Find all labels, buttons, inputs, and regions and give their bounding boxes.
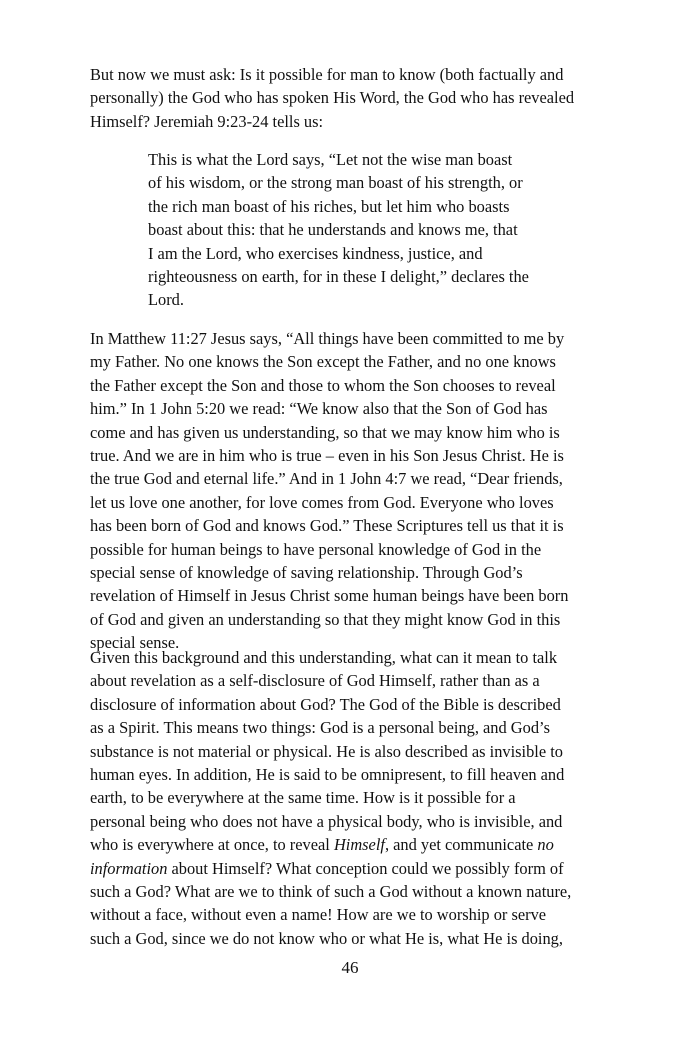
text-line: Given this background and this understanding, what can it mean to talk (90, 648, 558, 667)
text-line: human eyes. In addition, He is said to be omnipresent, to fill heaven and (90, 765, 565, 785)
text-line: true. And we are in him who is true – even in his Son Jesus Christ. He is (90, 446, 564, 466)
text-line: earth, to be everywhere at the same time. How is it possible for a (90, 788, 516, 808)
text-line: him.” In 1 John 5:20 we read: “We know also that the Son of God has (90, 399, 548, 419)
paragraph-scriptures (90, 327, 650, 655)
text-line: let us love one another, for love comes from God. Everyone who loves (90, 492, 554, 512)
text-run: about Himself? What conception could we possibly form of (167, 858, 564, 878)
text-line: possible for human beings to have personal knowledge of God in the (90, 539, 542, 559)
text-line: has been born of God and knows God.” These Scriptures tell us that it is (90, 516, 564, 536)
text-line: substance is not material or physical. He is also described as invisible to (90, 741, 563, 761)
quote-line: righteousness on earth, for in these I delight,” declares the (148, 267, 529, 287)
text-line: as a Spirit. This means two things: God is a personal being, and God’s (90, 718, 550, 738)
text-run: who is everywhere at once, to reveal (90, 835, 334, 855)
text-line: special sense of knowledge of saving relationship. Through God’s (90, 563, 523, 583)
text-line: But now we must ask: Is it possible for man to know (both factually and (90, 65, 564, 84)
text-line: such a God? What are we to think of such a God without a known nature, (90, 882, 572, 902)
quote-line: Lord. (148, 290, 184, 310)
text-line: Himself? Jeremiah 9:23-24 tells us: (90, 111, 324, 131)
italic-information: information (90, 858, 168, 878)
text-line: come and has given us understanding, so that we may know him who is (90, 422, 560, 442)
text-line: the true God and eternal life.” And in 1 John 4:7 we read, “Dear friends, (90, 469, 563, 489)
text-line: In Matthew 11:27 Jesus says, “All things have been committed to me by (90, 329, 565, 348)
text-line: disclosure of information about God? The God of the Bible is described (90, 694, 561, 714)
paragraph-revelation (90, 646, 650, 950)
block-quote-jeremiah (148, 148, 598, 312)
quote-line: the rich man boast of his riches, but let him who boasts (148, 196, 510, 216)
text-line: special sense. (90, 633, 180, 653)
text-run: , and yet communicate (384, 835, 538, 855)
text-line (90, 833, 650, 856)
text-line: of God and given an understanding so that they might know God in this (90, 609, 561, 629)
text-line: personally) the God who has spoken His Word, the God who has revealed (90, 88, 575, 108)
quote-line: boast about this: that he understands and knows me, that (148, 220, 518, 240)
text-line: my Father. No one knows the Son except the Father, and no one knows (90, 352, 556, 372)
text-line: such a God, since we do not know who or what He is, what He is doing, (90, 928, 563, 948)
text-line: revelation of Himself in Jesus Christ some human beings have been born (90, 586, 569, 606)
italic-no: no (537, 835, 554, 855)
paragraph-intro (90, 63, 650, 133)
text-line: the Father except the Son and those to whom the Son chooses to reveal (90, 375, 556, 395)
quote-line: This is what the Lord says, “Let not the wise man boast (148, 150, 513, 169)
text-line: personal being who does not have a physical body, who is invisible, and (90, 811, 563, 831)
italic-himself: Himself (333, 835, 385, 855)
text-line: about revelation as a self-disclosure of God Himself, rather than as a (90, 671, 540, 691)
page-number: 46 (341, 958, 359, 977)
quote-line: of his wisdom, or the strong man boast of his strength, or (148, 173, 523, 193)
text-line (90, 857, 650, 880)
quote-line: I am the Lord, who exercises kindness, justice, and (148, 243, 483, 263)
text-line: without a face, without even a name! How are we to worship or serve (90, 905, 547, 925)
